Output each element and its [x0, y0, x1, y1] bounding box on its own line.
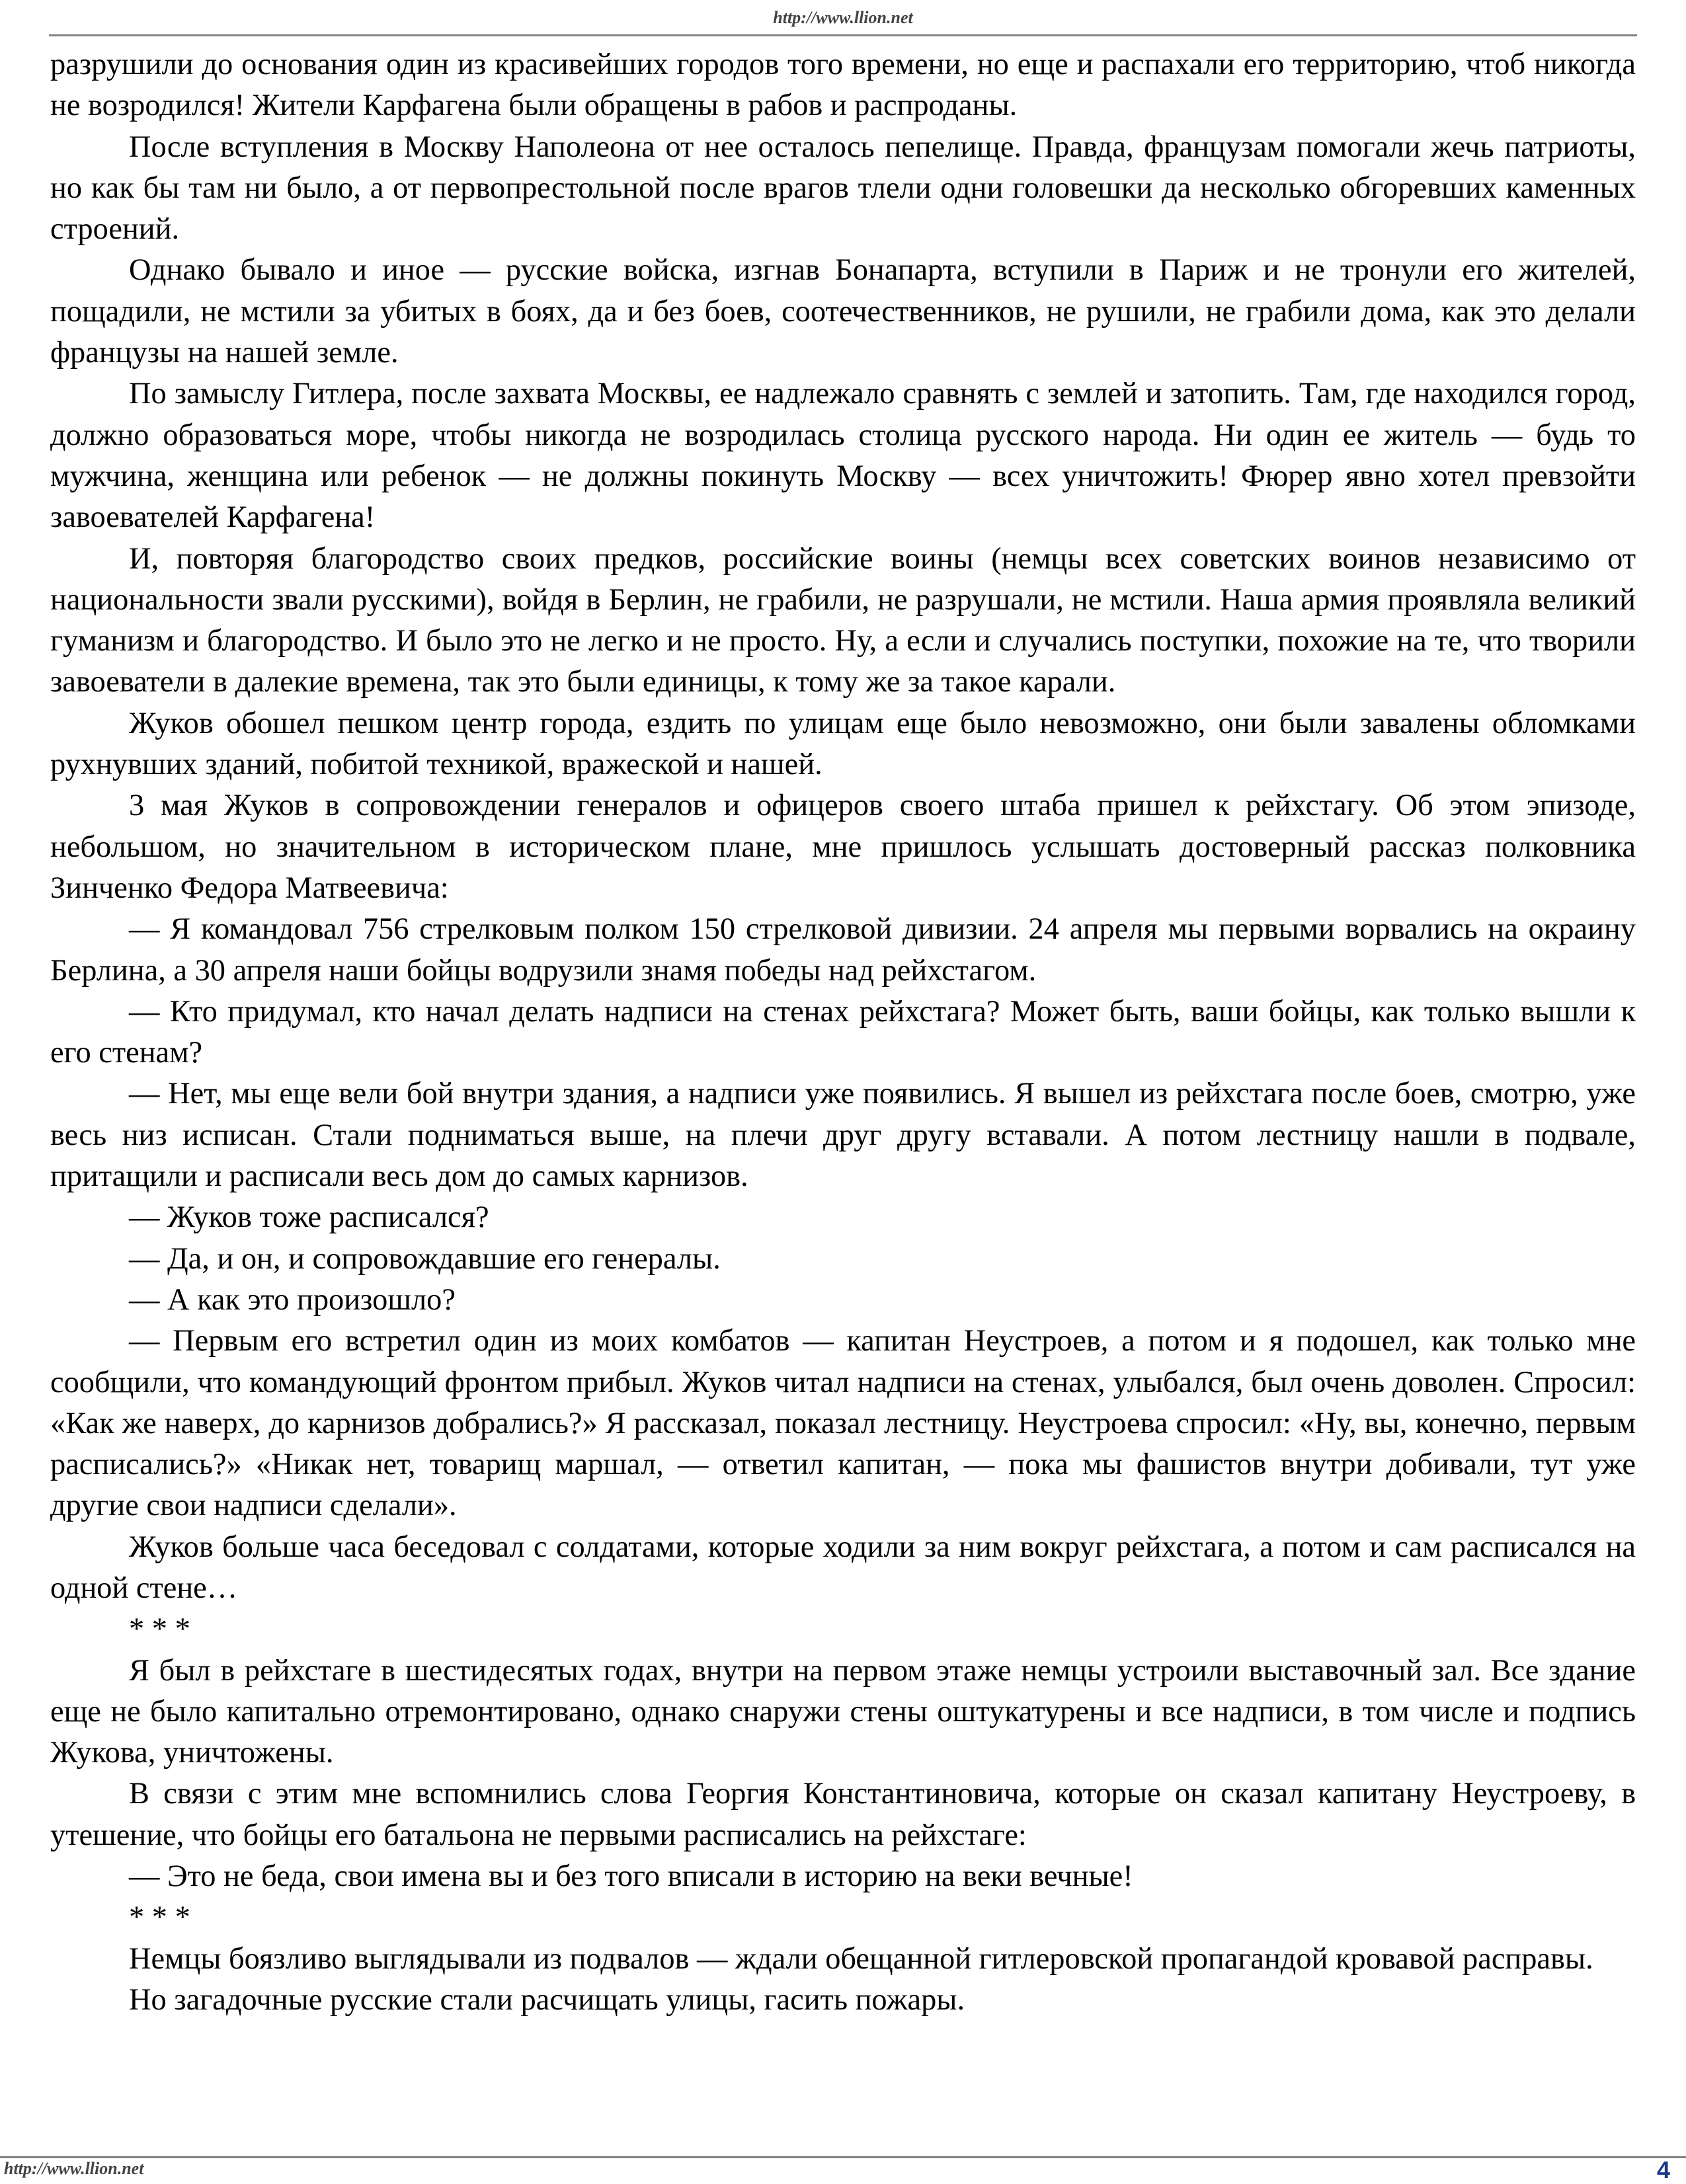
dialogue-line: — Я командовал 756 стрелковым полком 150 стрелковой дивизии. 24 апреля мы первыми ворвались на окраину Берлина, а 30 апреля наши бойцы водрузили знамя победы над рейхстагом.: [50, 912, 1636, 988]
page-number: 4: [1656, 2156, 1670, 2183]
header-url: http://www.llion.net: [773, 8, 913, 27]
dialogue-line: — Это не беда, свои имена вы и без того вписали в историю на веки вечные!: [129, 1859, 1133, 1894]
paragraph: разрушили до основания один из красивейших городов того времени, но еще и распахали его территорию, чтоб никогда не возродился! Жители Карфагена были обращены в рабов и распроданы.: [50, 48, 1636, 123]
section-separator: * * *: [129, 1612, 190, 1647]
paragraph: Я был в рейхстаге в шестидесятых годах, внутри на первом этаже немцы устроили выставочный зал. Все здание еще не было капитально отремонтировано, однако снаружи стены оштукатурены и все надписи, в том числе и подпись Жукова, уничтожены.: [50, 1653, 1636, 1770]
paragraph: Но загадочные русские стали расчищать улицы, гасить пожары.: [129, 1982, 965, 2017]
paragraph: Однако бывало и иное — русские войска, изгнав Бонапарта, вступили в Париж и не тронули его жителей, пощадили, не мстили за убитых в боях, да и без боев, соотечественников, не рушили, не грабили дома, как это делали французы на нашей земле.: [50, 253, 1636, 370]
dialogue-line: — Да, и он, и сопровождавшие его генералы.: [129, 1241, 721, 1276]
footer-url: http://www.llion.net: [4, 2159, 144, 2178]
section-separator: * * *: [129, 1900, 190, 1935]
dialogue-line: — А как это произошло?: [129, 1282, 456, 1317]
dialogue-line: — Первым его встретил один из моих комбатов — капитан Неустроев, а потом и я подошел, как только мне сообщили, что командующий фронтом прибыл. Жуков читал надписи на стенах, улыбался, был очень доволен. Спросил: «Как же наверх, до карнизов добрались?» Я рассказал, показал лестницу. Неустроева спросил: «Ну, вы, конечно, первым расписались?» «Никак нет, товарищ маршал, — ответил капитан, — пока мы фашистов внутри добивали, тут уже другие свои надписи сделали».: [50, 1324, 1636, 1523]
paragraph: После вступления в Москву Наполеона от нее осталось пепелище. Правда, французам помогали жечь патриоты, но как бы там ни было, а от первопрестольной после врагов тлели одни головешки да несколько обгоревших каменных строений.: [50, 130, 1636, 247]
header-rule: [49, 34, 1637, 36]
paragraph: 3 мая Жуков в сопровождении генералов и офицеров своего штаба пришел к рейхстагу. Об этом эпизоде, небольшом, но значительном в историческом плане, мне пришлось услышать достоверный рассказ полковника Зинченко Федора Матвеевича:: [50, 789, 1636, 905]
paragraph: Немцы боязливо выглядывали из подвалов — ждали обещанной гитлеровской пропагандой кровавой расправы.: [129, 1941, 1593, 1976]
paragraph: И, повторяя благородство своих предков, российские воины (немцы всех советских воинов независимо от национальности звали русскими), войдя в Берлин, не грабили, не разрушали, не мстили. Наша армия проявляла великий гуманизм и благородство. И было это не легко и не просто. Ну, а если и случались поступки, похожие на те, что творили завоеватели в далекие времена, так это были единицы, к тому же за такое карали.: [50, 541, 1636, 699]
paragraph: Жуков обошел пешком центр города, ездить по улицам еще было невозможно, они были завалены обломками рухнувших зданий, побитой техникой, вражеской и нашей.: [50, 706, 1636, 782]
dialogue-line: — Нет, мы еще вели бой внутри здания, а надписи уже появились. Я вышел из рейхстага после боев, смотрю, уже весь низ исписан. Стали подниматься выше, на плечи друг другу вставали. А потом лестницу нашли в подвале, притащили и расписали весь дом до самых карнизов.: [50, 1077, 1636, 1194]
paragraph: По замыслу Гитлера, после захвата Москвы, ее надлежало сравнять с землей и затопить. Там, где находился город, должно образоваться море, чтобы никогда не возродилась столица русского народа. Ни один ее житель — будь то мужчина, женщина или ребенок — не должны покинуть Москву — всех уничтожить! Фюрер явно хотел превзойти завоевателей Карфагена!: [50, 377, 1636, 535]
body-text: [50, 44, 1636, 2021]
dialogue-line: — Кто придумал, кто начал делать надписи на стенах рейхстага? Может быть, ваши бойцы, как только вышли к его стенам?: [50, 994, 1636, 1070]
paragraph: Жуков больше часа беседовал с солдатами, которые ходили за ним вокруг рейхстага, а потом и сам расписался на одной стене…: [50, 1530, 1636, 1605]
footer-rule: [0, 2156, 1686, 2158]
paragraph: В связи с этим мне вспомнились слова Георгия Константиновича, которые он сказал капитану Неустроеву, в утешение, что бойцы его батальона не первыми расписались на рейхстаге:: [50, 1777, 1636, 1852]
dialogue-line: — Жуков тоже расписался?: [129, 1200, 489, 1235]
